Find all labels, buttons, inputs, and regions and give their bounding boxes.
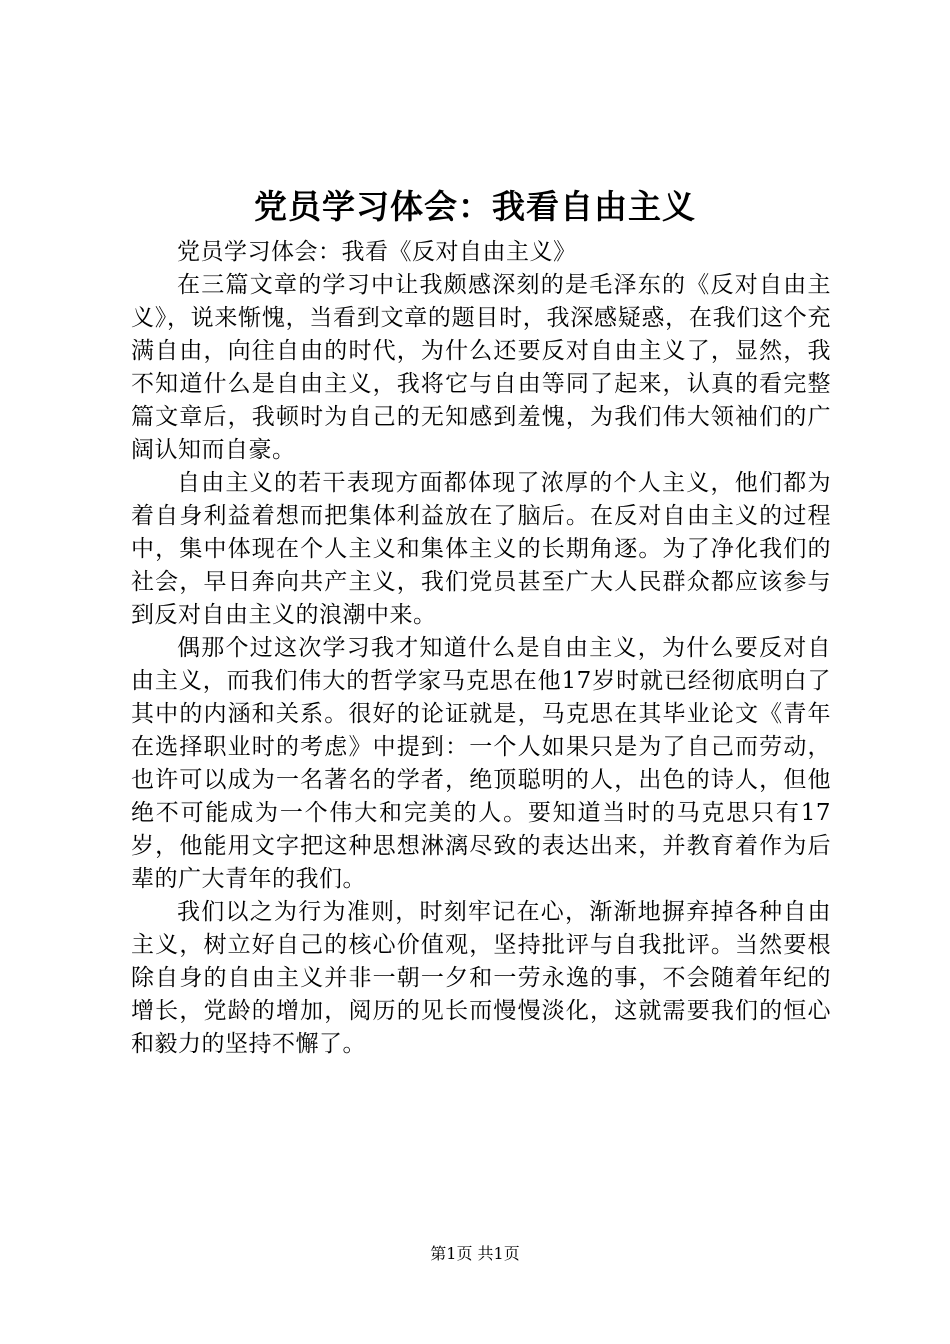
- paragraph-2: 自由主义的若干表现方面都体现了浓厚的个人主义，他们都为着自身利益着想而把集体利益放在了脑后。在反对自由主义的过程中，集中体现在个人主义和集体主义的长期角逐。为了净化我们的社会，早日奔向共产主义，我们党员甚至广大人民群众都应该参与到反对自由主义的浪潮中来。: [131, 470, 831, 628]
- document-body: [131, 236, 831, 1061]
- paragraph-1: 在三篇文章的学习中让我颇感深刻的是毛泽东的《反对自由主义》，说来惭愧，当看到文章的题目时，我深感疑惑，在我们这个充满自由，向往自由的时代，为什么还要反对自由主义了，显然，我不知道什么是自由主义，我将它与自由等同了起来，认真的看完整篇文章后，我顿时为自己的无知感到羞愧，为我们伟大领袖们的广阔认知而自豪。: [131, 272, 831, 463]
- document-title: 党员学习体会：我看自由主义: [254, 187, 696, 226]
- paragraph-3: 偶那个过这次学习我才知道什么是自由主义，为什么要反对自由主义，而我们伟大的哲学家马克思在他17岁时就已经彻底明白了其中的内涵和关系。很好的论证就是，马克思在其毕业论文《青年在选择职业时的考虑》中提到：一个人如果只是为了自己而劳动，也许可以成为一名著名的学者，绝顶聪明的人，出色的诗人，但他绝不可能成为一个伟大和完美的人。要知道当时的马克思只有17岁，他能用文字把这种思想淋漓尽致的表达出来，并教育着作为后辈的广大青年的我们。: [131, 635, 831, 892]
- page-number-footer: 第1页 共1页: [430, 1244, 520, 1263]
- paragraph-subtitle: 党员学习体会：我看《反对自由主义》: [177, 239, 577, 265]
- paragraph-4: 我们以之为行为准则，时刻牢记在心，渐渐地摒弃掉各种自由主义，树立好自己的核心价值观，坚持批评与自我批评。当然要根除自身的自由主义并非一朝一夕和一劳永逸的事，不会随着年纪的增长，党龄的增加，阅历的见长而慢慢淡化，这就需要我们的恒心和毅力的坚持不懈了。: [131, 899, 831, 1057]
